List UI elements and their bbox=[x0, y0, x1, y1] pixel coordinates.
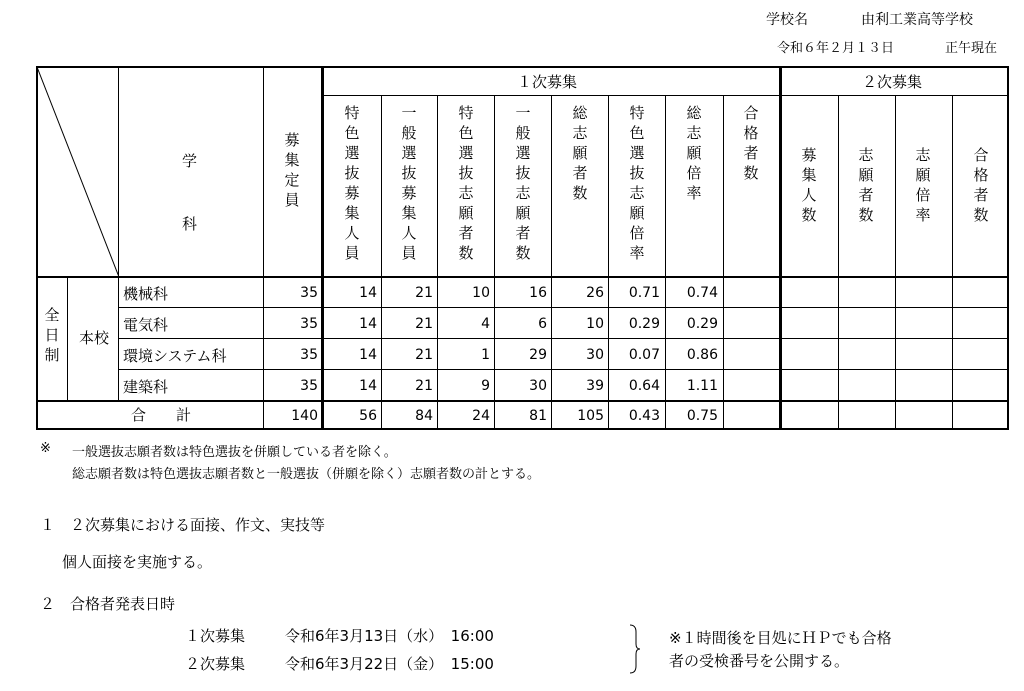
web-remark-line-2: 者の受検番号を公開する。 bbox=[669, 652, 850, 670]
round1-col-header: 一般選抜志願者数 bbox=[515, 104, 531, 262]
table-cell: 29 bbox=[529, 347, 547, 363]
total-cell: 84 bbox=[415, 408, 433, 424]
round1-announce-label: １次募集 bbox=[185, 627, 246, 645]
table-cell: 21 bbox=[415, 347, 433, 363]
section-label: 全日制 bbox=[44, 306, 60, 364]
round1-col-header: 一般選抜募集人員 bbox=[401, 104, 417, 262]
table-cell: 0.74 bbox=[686, 285, 718, 301]
round2-announce-label: ２次募集 bbox=[185, 655, 246, 673]
table-cell: 35 bbox=[300, 285, 318, 301]
round1-title: １次募集 bbox=[517, 73, 578, 91]
note-line-2: 総志願者数は特色選抜志願者数と一般選抜（併願を除く）志願者数の計とする。 bbox=[72, 467, 541, 482]
total-cell: 24 bbox=[472, 408, 490, 424]
dept-name: 環境システム科 bbox=[123, 347, 227, 365]
table-cell: 6 bbox=[538, 316, 547, 332]
report-date: 令和６年２月１３日 bbox=[777, 41, 895, 56]
report-time: 正午現在 bbox=[945, 41, 998, 56]
school-label: 学校名 bbox=[766, 12, 808, 28]
table-cell: 10 bbox=[472, 285, 490, 301]
table-cell: 16 bbox=[529, 285, 547, 301]
table-cell: 0.64 bbox=[628, 378, 660, 394]
total-cell: 105 bbox=[577, 408, 604, 424]
table-cell: 35 bbox=[300, 316, 318, 332]
table-cell: 21 bbox=[415, 378, 433, 394]
table-cell: 0.07 bbox=[628, 347, 660, 363]
round1-col-header: 総志願者数 bbox=[572, 104, 588, 202]
bracket-mark bbox=[628, 624, 642, 674]
corner-diagonal bbox=[37, 67, 119, 277]
total-cell: 0.75 bbox=[686, 408, 718, 424]
dept-name: 機械科 bbox=[123, 285, 169, 303]
round1-col-header: 合格者数 bbox=[743, 104, 759, 182]
table-cell: 35 bbox=[300, 378, 318, 394]
total-label: 合 計 bbox=[131, 406, 192, 424]
total-cell: 140 bbox=[291, 408, 318, 424]
table-cell: 0.29 bbox=[628, 316, 660, 332]
section1-title: １ ２次募集における面接、作文、実技等 bbox=[40, 516, 326, 534]
round1-col-header: 特色選抜志願倍率 bbox=[629, 104, 645, 262]
total-cell: 56 bbox=[359, 408, 377, 424]
table-cell: 1.11 bbox=[686, 378, 718, 394]
round2-col-header: 志願者数 bbox=[858, 146, 874, 224]
round2-title: ２次募集 bbox=[862, 73, 923, 91]
table-cell: 30 bbox=[529, 378, 547, 394]
table-cell: 9 bbox=[481, 378, 490, 394]
round1-announce-date: 令和6年3月13日（水） 16:00 bbox=[285, 627, 494, 645]
table-cell: 10 bbox=[586, 316, 604, 332]
table-cell: 14 bbox=[359, 347, 377, 363]
table-cell: 30 bbox=[586, 347, 604, 363]
dept-header-bottom: 科 bbox=[182, 215, 198, 233]
round2-col-header: 志願倍率 bbox=[915, 146, 931, 224]
table-cell: 21 bbox=[415, 285, 433, 301]
table-cell: 35 bbox=[300, 347, 318, 363]
total-cell: 0.43 bbox=[628, 408, 660, 424]
table-cell: 14 bbox=[359, 316, 377, 332]
dept-name: 電気科 bbox=[123, 316, 169, 334]
table-cell: 14 bbox=[359, 378, 377, 394]
round2-col-header: 募集人数 bbox=[801, 146, 817, 224]
table-cell: 39 bbox=[586, 378, 604, 394]
section2-title: ２ 合格者発表日時 bbox=[40, 595, 176, 613]
round1-col-header: 総志願倍率 bbox=[686, 104, 702, 202]
table-cell: 0.71 bbox=[628, 285, 660, 301]
campus-label: 本校 bbox=[79, 329, 110, 347]
table-cell: 0.86 bbox=[686, 347, 718, 363]
note-mark: ※ bbox=[40, 441, 51, 456]
round1-col-header: 特色選抜募集人員 bbox=[344, 104, 360, 262]
school-name: 由利工業高等学校 bbox=[861, 12, 973, 28]
capacity-header: 募集定員 bbox=[284, 131, 300, 209]
table-cell: 0.29 bbox=[686, 316, 718, 332]
total-cell: 81 bbox=[529, 408, 547, 424]
web-remark-line-1: ※１時間後を目処にＨＰでも合格 bbox=[669, 629, 892, 647]
table-cell: 26 bbox=[586, 285, 604, 301]
table-cell: 1 bbox=[481, 347, 490, 363]
table-cell: 4 bbox=[481, 316, 490, 332]
dept-name: 建築科 bbox=[123, 378, 169, 396]
table-cell: 14 bbox=[359, 285, 377, 301]
round2-announce-date: 令和6年3月22日（金） 15:00 bbox=[285, 655, 494, 673]
dept-header-top: 学 bbox=[182, 152, 198, 170]
round1-col-header: 特色選抜志願者数 bbox=[458, 104, 474, 262]
note-line-1: 一般選抜志願者数は特色選抜を併願している者を除く。 bbox=[72, 445, 397, 460]
round2-col-header: 合格者数 bbox=[973, 146, 989, 224]
section1-body: 個人面接を実施する。 bbox=[62, 553, 213, 571]
table-cell: 21 bbox=[415, 316, 433, 332]
